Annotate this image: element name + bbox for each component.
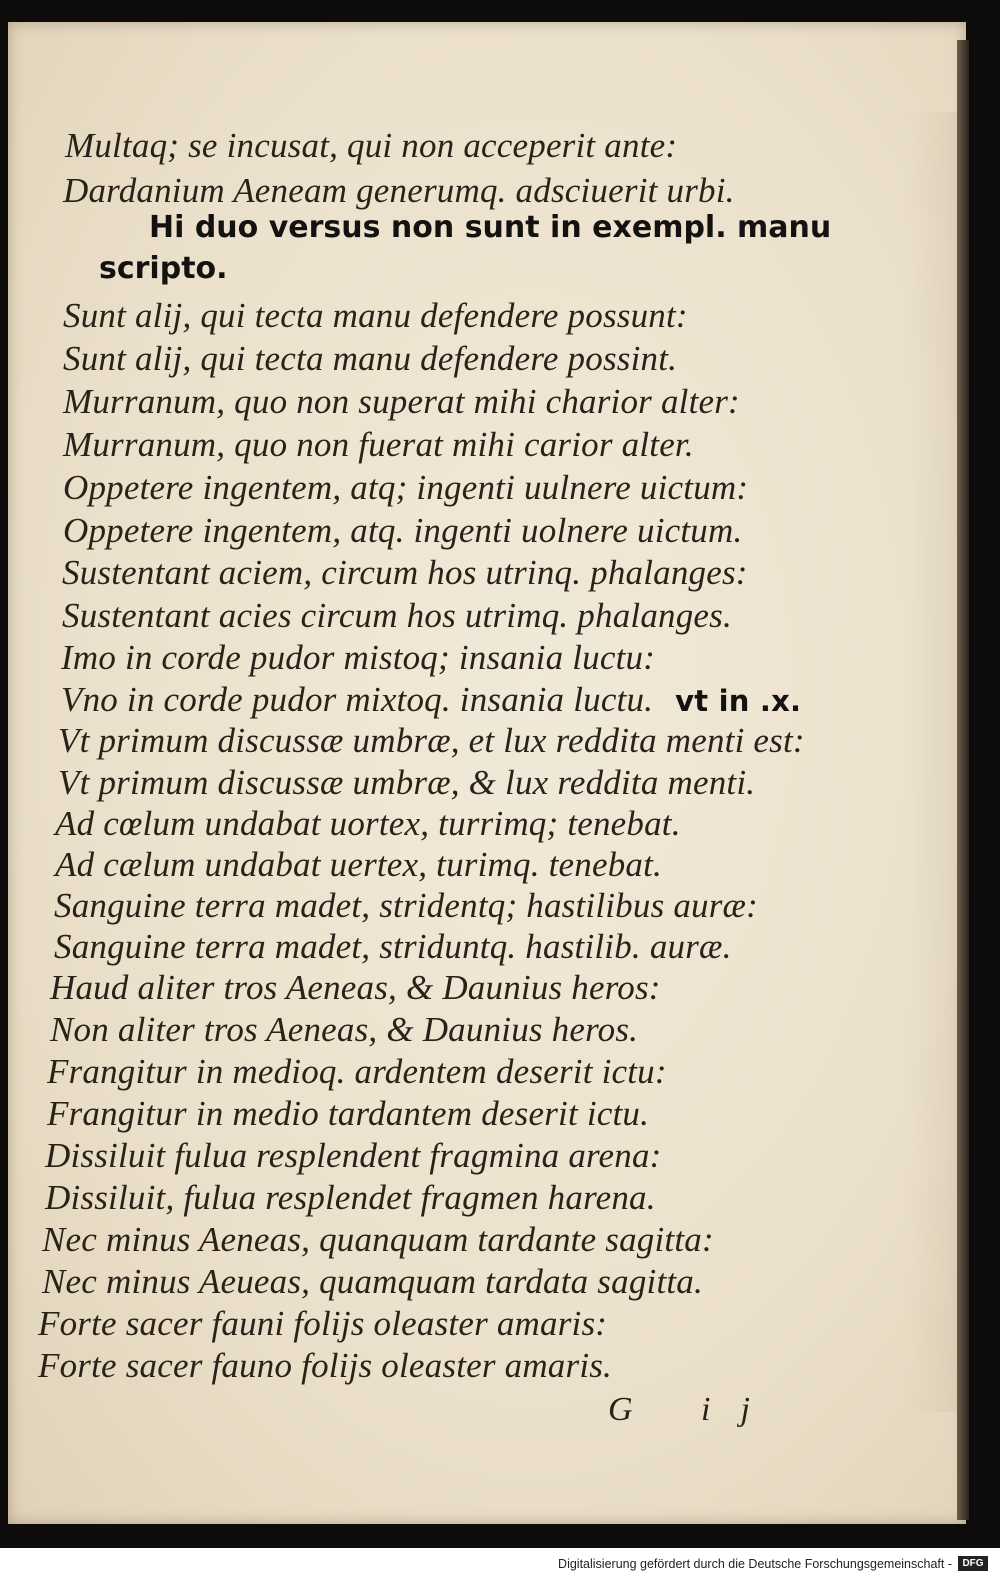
verse-line-27: Forte sacer fauni folijs oleaster amaris: [38, 1304, 608, 1343]
note-line-1: Hi duo versus non sunt in exempl. manu [149, 210, 832, 245]
verse-line-25: Nec minus Aeneas, quanquam tardante sagitta: [42, 1220, 714, 1259]
verse-text: Vno in corde pudor mixtoq. insania luctu. [61, 680, 654, 719]
book-page [8, 22, 966, 1524]
verse-line-11: Imo in corde pudor mistoq; insania luctu: [61, 638, 656, 677]
page-edge [957, 40, 969, 1520]
verse-line-18: Sanguine terra madet, striduntq. hastilib. auræ. [54, 927, 732, 966]
verse-line-22: Frangitur in medio tardantem deserit ictu. [47, 1094, 650, 1133]
verse-line-14: Vt primum discussæ umbræ, & lux reddita menti. [58, 763, 756, 802]
verse-line-4: Sunt alij, qui tecta manu defendere possint. [63, 339, 678, 378]
verse-line-23: Dissiluit fulua resplendent fragmina arena: [45, 1136, 662, 1175]
verse-line-12 [61, 680, 801, 721]
verse-line-19: Haud aliter tros Aeneas, & Daunius heros: [50, 968, 661, 1007]
text-block [8, 22, 966, 1524]
verse-line-21: Frangitur in medioq. ardentem deserit ictu: [47, 1052, 667, 1091]
verse-line-6: Murranum, quo non fuerat mihi carior alter. [63, 425, 694, 464]
verse-line-2: Dardanium Aeneam generumq. adsciuerit urbi. [63, 171, 735, 210]
signature-mark: G ij [608, 1391, 780, 1428]
verse-line-13: Vt primum discussæ umbræ, et lux reddita menti est: [58, 721, 805, 760]
verse-line-7: Oppetere ingentem, atq; ingenti uulnere uictum: [63, 468, 749, 507]
verse-line-3: Sunt alij, qui tecta manu defendere possunt: [63, 296, 688, 335]
verse-line-10: Sustentant acies circum hos utrimq. phalanges. [62, 596, 732, 635]
verse-line-8: Oppetere ingentem, atq. ingenti uolnere uictum. [63, 511, 743, 550]
verse-line-20: Non aliter tros Aeneas, & Daunius heros. [50, 1010, 639, 1049]
verse-line-5: Murranum, quo non superat mihi charior alter: [63, 382, 740, 421]
verse-line-26: Nec minus Aeueas, quamquam tardata sagitta. [42, 1262, 703, 1301]
verse-line-28: Forte sacer fauno folijs oleaster amaris. [38, 1346, 613, 1385]
note-line-2: scripto. [99, 251, 228, 286]
dfg-logo-icon: DFG [958, 1556, 988, 1571]
footer-credit: Digitalisierung gefördert durch die Deutsche Forschungsgemeinschaft - [558, 1557, 952, 1571]
inline-note: vt in .x. [675, 684, 802, 718]
verse-line-15: Ad cœlum undabat uortex, turrimq; tenebat. [55, 804, 681, 843]
verse-line-1: Multaq; se incusat, qui non acceperit ante: [65, 126, 678, 165]
verse-line-9: Sustentant aciem, circum hos utrinq. phalanges: [62, 553, 748, 592]
verse-line-17: Sanguine terra madet, stridentq; hastilibus auræ: [54, 886, 758, 925]
verse-line-24: Dissiluit, fulua resplendet fragmen harena. [45, 1178, 656, 1217]
footer-bar [0, 1548, 1000, 1583]
verse-line-16: Ad cælum undabat uertex, turimq. tenebat. [55, 845, 662, 884]
